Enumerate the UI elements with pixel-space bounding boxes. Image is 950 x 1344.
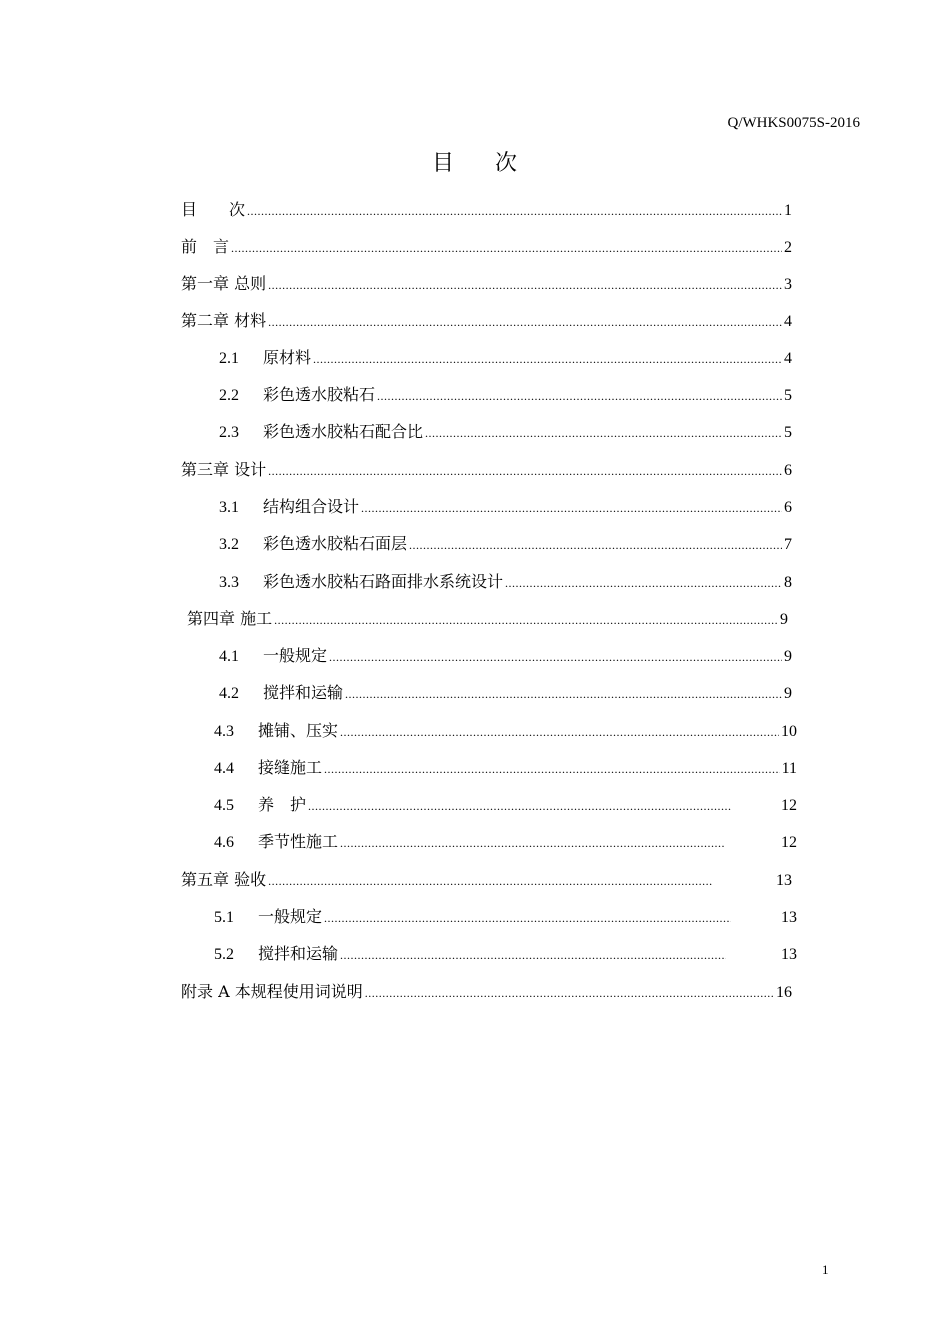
toc-entry-page: 10	[781, 723, 797, 740]
toc-leader-dots	[340, 942, 726, 968]
toc-leader-dots	[361, 495, 782, 521]
toc-entry[interactable]	[219, 345, 792, 371]
toc-entry[interactable]	[219, 680, 792, 706]
toc-entry-number: 2.2	[219, 387, 239, 404]
toc-entry-title: 彩色透水胶粘石	[263, 385, 376, 404]
page-number: 1	[822, 1262, 829, 1277]
toc-leader-dots	[313, 346, 782, 372]
toc-leader-dots	[377, 383, 782, 409]
toc-entry-title: 第四章 施工	[187, 609, 273, 628]
toc-entry[interactable]	[219, 569, 792, 595]
toc-entry-number: 4.5	[214, 797, 234, 814]
toc-entry-title: 第二章 材料	[181, 311, 267, 330]
toc-entry-page: 9	[784, 648, 792, 665]
toc-entry-page: 13	[781, 946, 797, 963]
toc-leader-dots	[274, 607, 778, 633]
toc-entry-title: 第一章 总则	[181, 274, 267, 293]
toc-entry[interactable]	[181, 867, 792, 893]
toc-entry-title: 附录 A 本规程使用词说明	[181, 982, 363, 1001]
toc-entry-page: 3	[784, 276, 792, 293]
toc-entry[interactable]	[214, 904, 797, 930]
toc-entry-title: 接缝施工	[258, 758, 323, 777]
toc-entry-page: 12	[781, 834, 797, 851]
toc-entry-title: 目 次	[181, 200, 246, 219]
toc-entry-page: 4	[784, 313, 792, 330]
toc-entry-page: 12	[781, 797, 797, 814]
toc-entry-page: 9	[780, 611, 788, 628]
toc-leader-dots	[324, 756, 780, 782]
toc-entry-page: 2	[784, 239, 792, 256]
toc-entry[interactable]	[181, 979, 792, 1005]
toc-entry-page: 5	[784, 387, 792, 404]
toc-entry[interactable]	[181, 234, 792, 260]
toc-entry-number: 3.2	[219, 536, 239, 553]
toc-entry[interactable]	[219, 382, 792, 408]
toc-entry-page: 6	[784, 499, 792, 516]
toc-entry[interactable]	[214, 755, 797, 781]
toc-heading	[0, 146, 950, 177]
toc-leader-dots	[268, 309, 782, 335]
toc-entry[interactable]	[181, 457, 792, 483]
toc-entry-page: 9	[784, 685, 792, 702]
toc-leader-dots	[340, 830, 725, 856]
toc-entry-title: 养 护	[258, 795, 307, 814]
toc-entry-title: 结构组合设计	[263, 497, 360, 516]
toc-entry[interactable]	[219, 531, 792, 557]
toc-entry[interactable]	[219, 494, 792, 520]
toc-leader-dots	[345, 681, 782, 707]
toc-entry[interactable]	[181, 197, 792, 223]
toc-entry-title: 彩色透水胶粘石路面排水系统设计	[263, 572, 504, 591]
toc-entry-title: 搅拌和运输	[258, 944, 339, 963]
toc-leader-dots	[268, 272, 782, 298]
toc-entry-title: 彩色透水胶粘石配合比	[263, 422, 424, 441]
toc-leader-dots	[231, 235, 782, 261]
toc-entry[interactable]	[219, 643, 792, 669]
toc-entry-page: 8	[784, 574, 792, 591]
toc-entry-number: 4.1	[219, 648, 239, 665]
toc-entry-number: 4.2	[219, 685, 239, 702]
toc-entry[interactable]	[214, 941, 797, 967]
toc-leader-dots	[505, 570, 782, 596]
toc-entry-page: 16	[776, 984, 792, 1001]
toc-entry-number: 4.3	[214, 723, 234, 740]
toc-entry[interactable]	[214, 829, 797, 855]
toc-entry-title: 第三章 设计	[181, 460, 267, 479]
document-code: Q/WHKS0075S-2016	[727, 115, 860, 131]
toc-entry[interactable]	[187, 606, 788, 632]
toc-leader-dots	[329, 644, 782, 670]
toc-entry-page: 11	[781, 760, 797, 777]
toc-entry-number: 3.1	[219, 499, 239, 516]
toc-entry-title: 一般规定	[263, 646, 328, 665]
toc-entry-title: 第五章 验收	[181, 870, 267, 889]
toc-entry-title: 搅拌和运输	[263, 683, 344, 702]
toc-entry-number: 2.3	[219, 424, 239, 441]
toc-leader-dots	[247, 198, 782, 224]
toc-entry-number: 4.6	[214, 834, 234, 851]
toc-leader-dots	[425, 420, 782, 446]
toc-entry-title: 前 言	[181, 237, 230, 256]
toc-entry-page: 7	[784, 536, 792, 553]
toc-heading-left: 目	[431, 151, 455, 176]
toc-entry-number: 2.1	[219, 350, 239, 367]
toc-entry-page: 13	[776, 872, 792, 889]
toc-entry[interactable]	[181, 308, 792, 334]
toc-entry-number: 5.1	[214, 909, 234, 926]
toc-entry[interactable]	[214, 792, 797, 818]
toc-leader-dots	[268, 458, 782, 484]
toc-entry[interactable]	[214, 718, 797, 744]
toc-entry-page: 6	[784, 462, 792, 479]
toc-entry[interactable]	[219, 419, 792, 445]
toc-entry[interactable]	[181, 271, 792, 297]
toc-leader-dots	[268, 868, 712, 894]
toc-heading-right: 次	[495, 151, 519, 176]
toc-entry-title: 季节性施工	[258, 832, 339, 851]
toc-entry-title: 摊铺、压实	[258, 721, 339, 740]
toc-entry-title: 一般规定	[258, 907, 323, 926]
toc-leader-dots	[340, 719, 779, 745]
toc-leader-dots	[308, 793, 731, 819]
toc-entry-page: 5	[784, 424, 792, 441]
toc-leader-dots	[409, 532, 782, 558]
toc-entry-number: 3.3	[219, 574, 239, 591]
toc-entry-page: 13	[781, 909, 797, 926]
toc-entry-page: 1	[784, 202, 792, 219]
toc-entry-title: 彩色透水胶粘石面层	[263, 534, 408, 553]
toc-leader-dots	[324, 905, 731, 931]
toc-entry-number: 4.4	[214, 760, 234, 777]
toc-entry-number: 5.2	[214, 946, 234, 963]
toc-entry-page: 4	[784, 350, 792, 367]
toc-entry-title: 原材料	[263, 348, 312, 367]
toc-leader-dots	[365, 980, 774, 1006]
